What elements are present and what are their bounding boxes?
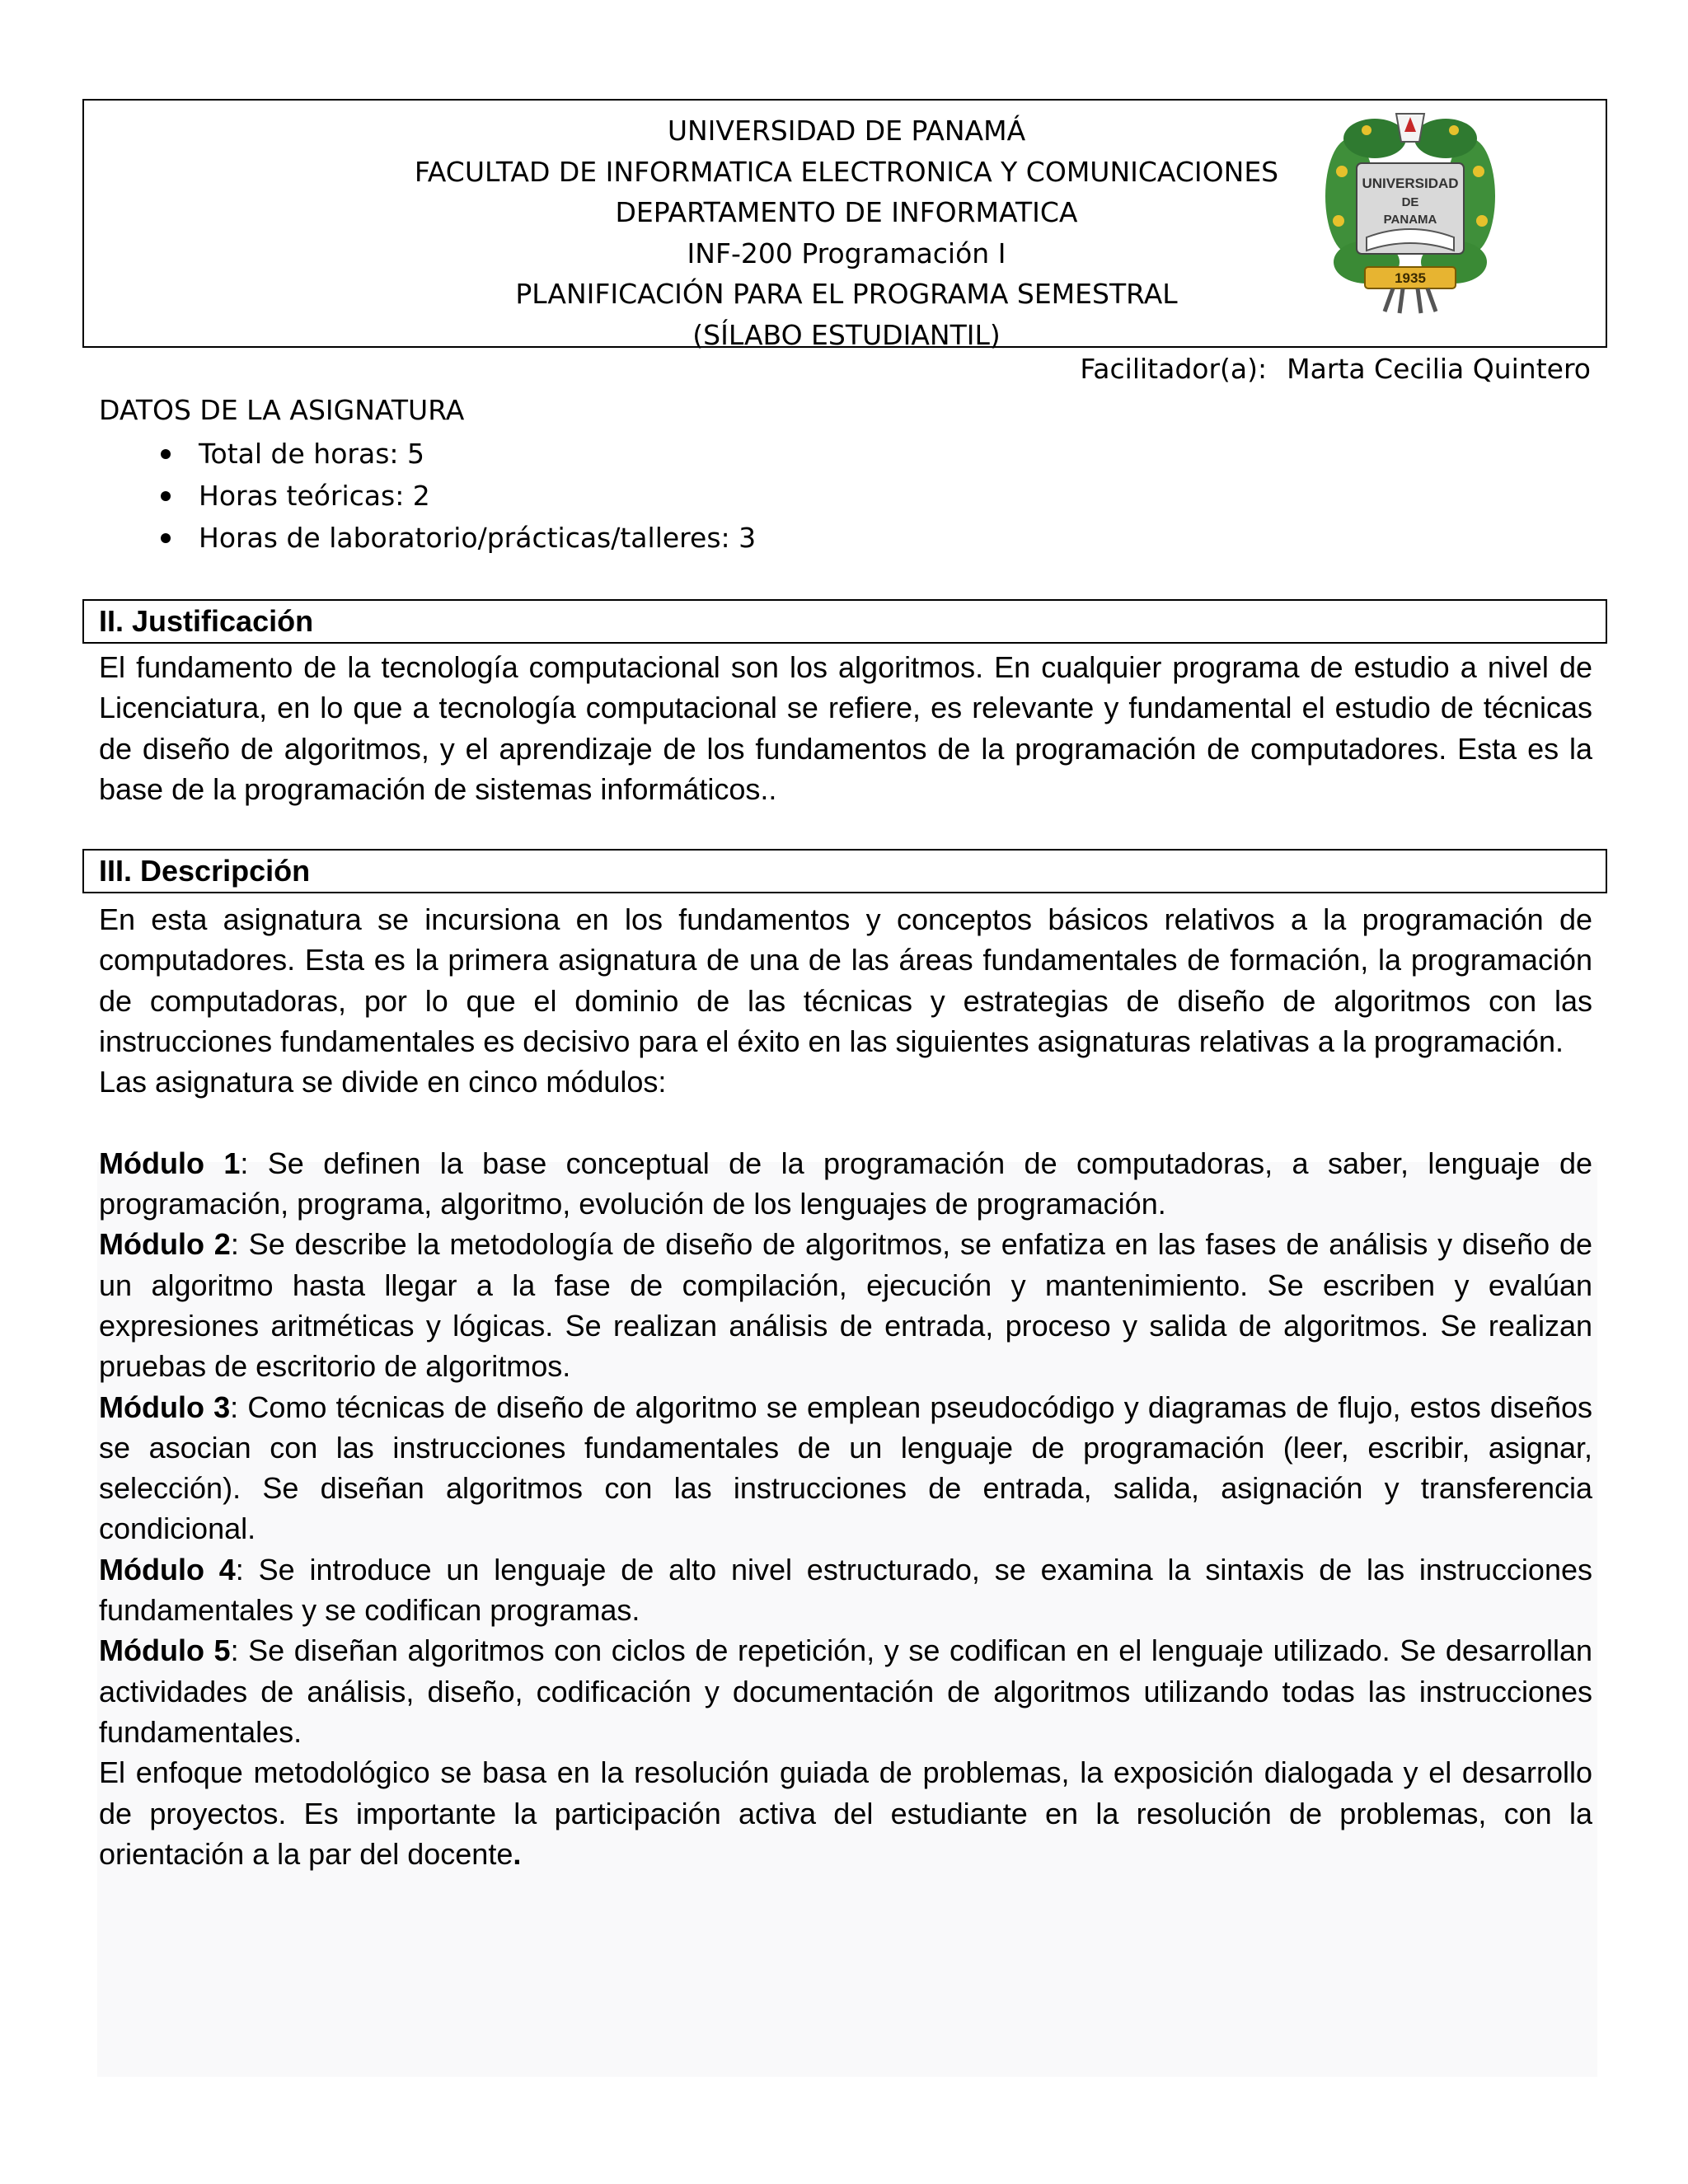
closing-text: El enfoque metodológico se basa en la resolución guiada de problemas, la exposición dialogada y el desarrollo de proyectos. Es importante la participación activa del estudiante en la resolución de problemas, con la orientación a la par del docente: [99, 1755, 1592, 1871]
module-5: [99, 1630, 1592, 1752]
module-1-text: : Se definen la base conceptual de la programación de computadoras, a saber, lenguaje de programación, programa, algoritmo, evolución de los lenguajes de programación.: [99, 1146, 1592, 1221]
module-1: [99, 1143, 1592, 1225]
module-3: [99, 1387, 1592, 1549]
justificacion-text: [99, 647, 1592, 809]
module-3-text: : Como técnicas de diseño de algoritmo se emplean pseudocódigo y diagramas de flujo, estos diseños se asocian con las instrucciones fundamentales de un lenguaje de programación (leer, escribir, asignar, selección). Se diseñan algoritmos con las instrucciones de entrada, salida, asignación y transferencia condicional.: [99, 1390, 1592, 1546]
lab-hours: Horas de laboratorio/prácticas/talleres: 3: [199, 522, 757, 554]
modules-intro: Las asignatura se divide en cinco módulos:: [99, 1065, 667, 1099]
seal-text-bottom: PANAMA: [1383, 213, 1437, 227]
course-code: INF-200 Programación I: [687, 237, 1006, 269]
module-4: [99, 1549, 1592, 1631]
module-3-label: Módulo 3: [99, 1390, 231, 1424]
university-name: UNIVERSIDAD DE PANAMÁ: [667, 115, 1026, 147]
module-1-label: Módulo 1: [99, 1146, 241, 1180]
seal-year: 1935: [1395, 270, 1426, 286]
syllabus-subtitle: (SÍLABO ESTUDIANTIL): [692, 318, 1001, 351]
datos-title: DATOS DE LA ASIGNATURA: [99, 394, 465, 426]
module-5-text: : Se diseñan algoritmos con ciclos de repetición, y se codifican en el lenguaje utilizado. Se desarrollan actividades de análisis, diseño, codificación y documentación de algoritmos utilizando todas las instrucciones fundamentales.: [99, 1633, 1592, 1749]
spacer: [99, 1102, 1592, 1142]
closing-paragraph: [99, 1752, 1592, 1874]
descripcion-text: [99, 899, 1592, 1874]
facilitator-label: Facilitador(a):: [1080, 353, 1268, 385]
theory-hours: Horas teóricas: 2: [199, 480, 430, 512]
module-2: [99, 1224, 1592, 1386]
plan-title: PLANIFICACIÓN PARA EL PROGRAMA SEMESTRAL: [515, 278, 1178, 310]
list-item: [152, 517, 756, 559]
seal-text-mid: DE: [1401, 195, 1419, 209]
department-name: DEPARTAMENTO DE INFORMATICA: [615, 196, 1078, 228]
module-2-label: Módulo 2: [99, 1227, 231, 1262]
bullet-icon: [161, 491, 171, 501]
module-5-label: Módulo 5: [99, 1633, 231, 1668]
bullet-icon: [161, 533, 171, 543]
list-item: [152, 475, 756, 517]
datos-list: [152, 433, 756, 559]
total-hours: Total de horas: 5: [199, 438, 424, 470]
bullet-icon: [161, 449, 171, 459]
module-2-text: : Se describe la metodología de diseño de algoritmos, se enfatiza en las fases de análisis y diseño de un algoritmo hasta llegar a la fase de compilación, ejecución y mantenimiento. Se escriben y evalúan expresiones aritméticas y lógicas. Se realizan análisis de entrada, proceso y salida de algoritmos. Se realizan pruebas de escritorio de algoritmos.: [99, 1227, 1592, 1384]
module-4-label: Módulo 4: [99, 1552, 236, 1586]
facilitator-line: [907, 353, 1591, 385]
facilitator-name: Marta Cecilia Quintero: [1287, 353, 1591, 385]
faculty-name: FACULTAD DE INFORMATICA ELECTRONICA Y COMUNICACIONES: [414, 155, 1279, 188]
justificacion-paragraph: El fundamento de la tecnología computacional son los algoritmos. En cualquier programa de estudio a nivel de Licenciatura, en lo que a tecnología computacional se refiere, es relevante y fundamental el estudio de técnicas de diseño de algoritmos, y el aprendizaje de los fundamentos de la programación de computadores. Esta es la base de la programación de sistemas informáticos..: [99, 650, 1592, 806]
university-seal-icon: [1317, 105, 1503, 315]
descripcion-heading: III. Descripción: [82, 849, 1607, 893]
module-4-text: : Se introduce un lenguaje de alto nivel estructurado, se examina la sintaxis de las instrucciones fundamentales y se codifican programas.: [99, 1552, 1592, 1628]
seal-text-top: UNIVERSIDAD: [1362, 176, 1459, 191]
closing-period: .: [513, 1836, 522, 1871]
descripcion-intro: En esta asignatura se incursiona en los fundamentos y conceptos básicos relativos a la programación de computadores. Esta es la primera asignatura de una de las áreas fundamentales de formación, la programación de computadoras, por lo que el dominio de las técnicas y estrategias de diseño de algoritmos con las instrucciones fundamentales es decisivo para el éxito en las siguientes asignaturas relativas a la programación.: [99, 902, 1592, 1058]
justificacion-heading: II. Justificación: [82, 599, 1607, 644]
list-item: [152, 433, 756, 475]
